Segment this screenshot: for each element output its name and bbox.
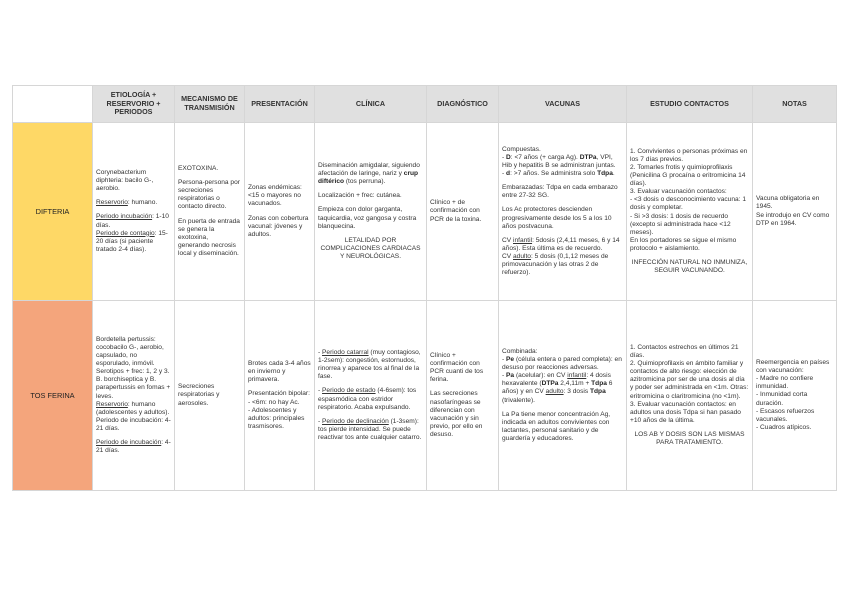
row-label-tosferina: TOS FERINA [13,301,93,491]
tosferina-reservorio: Reservorio: humano (adolescentes y adultos). [96,400,170,416]
difteria-vac-p2: Embarazadas: Tdpa en cada embarazo entre 27-32 SG. [502,184,618,200]
tosferina-pres-p4: - Adolescentes y adultos: principales trasmisores. [248,406,305,430]
tosferina-clin-c3: - Periodo de declinación (1-3sem): tos pierde intensidad. Se puede reactivar tos ante cualquier catarro. [318,417,422,441]
difteria-clin-p1: Diseminación amigdalar, siguiendo afectación de laringe, nariz y crup diftérico (tos perruna). [318,162,420,186]
tosferina-b2: B. borchiseptica y B. parapertussis en fomas + leves. [96,376,171,400]
header-row [13,86,837,123]
cell-tosferina-clinica [315,301,427,491]
tosferina-incubacion: Periodo de incubación: 4-21 días. [96,416,171,432]
cell-tosferina-diagnostico [427,301,499,491]
difteria-contagio: Periodo de contagio: 15-20 días (si paciente tratado 2-4 días). [96,229,168,253]
tosferina-cont-l2: 2. Quimioprofilaxis en ámbito familiar y contactos de alto riesgo: elección de azitromicina por ser de una dosis al día y poder ser administrada en <1m. Otras: eritromicina o claritromicina (no <1m). [630,360,749,400]
row-label-difteria: DIFTERIA [13,123,93,301]
difteria-cont-l6: En los portadores se sigue el mismo protocolo + aislamiento. [630,236,737,252]
table-row-tosferina [13,301,837,491]
tosferina-notas-l5: - Cuadros atípicos. [756,423,812,431]
tosferina-cont-l4: LOS AB Y DOSIS SON LAS MISMAS PARA TRATAMIENTO. [634,430,745,446]
tosferina-diag-p2: Las secreciones nasofaríngeas se diferencian con vacunación y sin previo, por ello en desuso. [430,390,483,438]
difteria-vac-p3: Los Ac protectores descienden progresivamente desde los 5 a los 10 años postvacuna. [502,206,612,230]
cell-difteria-notas [753,123,837,301]
cell-tosferina-contactos [627,301,753,491]
tosferina-notas-l2: - Madre no confiere inmunidad. [756,375,814,391]
header-vacunas: VACUNAS [499,86,627,123]
tosferina-pres-p1: Brotes cada 3-4 años en invierno y primavera. [248,360,311,384]
disease-summary-table [12,85,837,491]
header-notas: NOTAS [753,86,837,123]
tosferina-contagio: Periodo de incubación: 4-21 días. [96,438,171,454]
tosferina-vac-l2: - Pa (acelular): en CV infantil: 4 dosis hexavalente (DTPa 2,4,11m + Tdpa 6 años) y en CV adulto: 3 dosis Tdpa (trivalente). [502,372,613,404]
cell-difteria-vacunas [499,123,627,301]
tosferina-agent: Bordetella pertussis: cocobacilo G-, aerobio, capsulado, no esporulado, inmóvil. Serotipos + frec: 1, 2 y 3. [96,336,170,376]
tosferina-vac-p3: La Pa tiene menor concentración Ag, indicada en adultos convivientes con lactantes, personal sanitario y de guardería y educadores. [502,410,611,442]
cell-tosferina-etiologia [93,301,175,491]
table-row-difteria [13,123,837,301]
header-corner [13,86,93,123]
tosferina-pres-p3: - <6m: no hay Ac. [248,398,300,406]
difteria-reservorio: Reservorio: humano. [96,199,158,207]
cell-difteria-etiologia [93,123,175,301]
tosferina-notas-l1: Reemergencia en países con vacunación: [756,359,830,375]
difteria-notas-l2: Se introdujo en CV como DTP en 1964. [756,211,830,227]
difteria-cont-l3: 3. Evaluar vacunación contactos: [630,188,727,196]
tosferina-vac-l1: - Pe (célula entera o pared completa): en desuso por reacciones adversas. [502,356,622,372]
header-contactos: ESTUDIO CONTACTOS [627,86,753,123]
tosferina-vac-p1: Combinada: [502,348,538,356]
tosferina-notas-l3: - Inmunidad corta duración. [756,391,808,407]
tosferina-clin-c1: - Periodo catarral (muy contagioso, 1-2sem): congestión, estornudos, rinorrea y aparece tos al final de la fase. [318,349,421,381]
difteria-cont-l1: 1. Convivientes o personas próximas en los 7 días previos. [630,148,748,164]
tosferina-diag-p1: Clínico + confirmación con PCR cuanti de tos ferina. [430,352,484,384]
header-diagnostico: DIAGNÓSTICO [427,86,499,123]
header-clinica: CLÍNICA [315,86,427,123]
tosferina-clin-c2: - Periodo de estado (4-6sem): tos espasmódica con estridor respiratorio. Acaba expulsando. [318,387,417,411]
difteria-mec-p2: Persona-persona por secreciones respiratorias o contacto directo. [178,179,240,211]
cell-tosferina-vacunas [499,301,627,491]
cell-tosferina-mecanismo: Secreciones respiratorias y aerosoles. [175,301,245,491]
difteria-notas-l1: Vacuna obligatoria en 1945. [756,195,820,211]
cell-tosferina-notas [753,301,837,491]
header-etiologia: ETIOLOGÍA + RESERVORIO + PERIODOS [93,86,175,123]
difteria-clin-p2: Localización + frec: cutánea. [318,192,402,200]
difteria-cont-l7: INFECCIÓN NATURAL NO INMUNIZA, SEGUIR VACUNANDO. [631,258,748,274]
difteria-agent: Corynebacterium diphteria: bacilo G-, aerobio. [96,169,154,193]
tosferina-pres-p2: Presentación bipolar: [248,390,310,398]
difteria-vac-p1: Compuestas. [502,146,541,154]
difteria-mec-p1: EXOTOXINA. [178,165,219,173]
difteria-vac-cv-adulto: CV adulto: 5 dosis (0,1,12 meses de primovacunación y las otras 2 de refuerzo). [502,252,609,276]
difteria-pres-p1: Zonas endémicas: <15 o mayores no vacunados. [248,184,302,208]
difteria-cont-l2: 2. Tomarles frotis y quimioprofilaxis (Penicilina G procaína o eritromicina 14 días). [630,164,746,188]
cell-tosferina-presentacion [245,301,315,491]
cell-difteria-mecanismo [175,123,245,301]
cell-difteria-diagnostico: Clínico + de confirmación con PCR de la toxina. [427,123,499,301]
cell-difteria-presentacion [245,123,315,301]
header-mecanismo: MECANISMO DE TRANSMISIÓN [175,86,245,123]
tosferina-notas-l4: - Escasos refuerzos vacunales. [756,407,815,423]
difteria-cont-l5: - Si >3 dosis: 1 dosis de recuerdo (excepto si administrada hace <12 meses). [630,212,731,236]
difteria-clin-p4: LETALIDAD POR COMPLICACIONES CARDIACAS Y NEUROLÓGICAS. [320,236,421,260]
difteria-vac-l1: - D: <7 años (+ carga Ag). DTPa, VPI, Hib y hepatitis B se administran juntas. [502,154,616,170]
difteria-vac-cv-infantil: CV infantil: 5dosis (2,4,11 meses, 6 y 14 años). Esta última es de recuerdo. [502,236,620,252]
difteria-cont-l4: - <3 dosis o desconocimiento vacuna: 1 dosis y completar. [630,196,747,212]
tosferina-cont-l1: 1. Contactos estrechos en últimos 21 días. [630,344,739,360]
difteria-mec-p3: En puerta de entrada se genera la exotoxina, generando necrosis local y diseminación. [178,217,240,257]
tosferina-cont-l3: 3. Evaluar vacunación contactos: en adultos una dosis Tdpa si han pasado +10 años de la última. [630,400,741,424]
cell-difteria-contactos [627,123,753,301]
difteria-clin-p3: Empieza con dolor garganta, taquicardia, voz gangosa y costra blanquecina. [318,206,417,230]
cell-difteria-clinica [315,123,427,301]
difteria-pres-p2: Zonas con cobertura vacunal: jóvenes y adultos. [248,214,309,238]
difteria-incubacion: Periodo incubación: 1-10 días. [96,213,169,229]
difteria-vac-l2: - d: >7 años. Se administra solo Tdpa. [502,170,615,178]
header-presentacion: PRESENTACIÓN [245,86,315,123]
